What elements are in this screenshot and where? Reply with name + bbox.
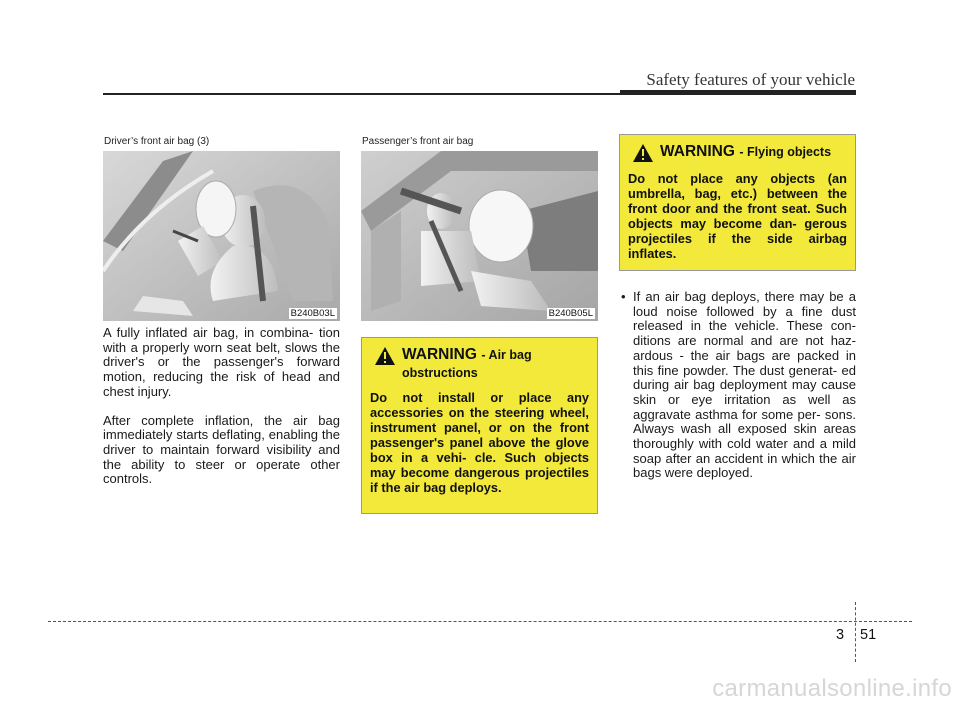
bullet-list xyxy=(619,290,856,481)
driver-airbag-illustration xyxy=(103,151,340,321)
warning-header xyxy=(628,143,847,163)
warning-box-obstructions xyxy=(361,337,598,514)
warning-triangle-icon xyxy=(374,346,396,366)
warning-label: WARNING xyxy=(402,346,477,363)
footer-divider xyxy=(855,602,856,662)
warning-body: Do not place any objects (an umbrella, bag, etc.) between the front door and the front seat. Such objects may become dan- gerous projectiles if the side airbag inflates. xyxy=(628,171,847,261)
header-rule-accent xyxy=(620,90,856,95)
figure-caption-driver: Driver’s front air bag (3) xyxy=(104,136,210,147)
warning-header xyxy=(370,346,589,382)
footer-rule xyxy=(48,621,912,622)
watermark: carmanualsonline.info xyxy=(712,675,952,702)
warning-subtitle: - Flying objects xyxy=(739,145,832,159)
figure-code-passenger: B240B05L xyxy=(548,308,593,319)
warning-box-flying-objects xyxy=(619,134,856,271)
passenger-airbag-illustration xyxy=(361,151,598,321)
left-column-text xyxy=(103,326,340,501)
warning-subtitle: - Air bag obstructions xyxy=(402,348,532,380)
figure-code-driver: B240B03L xyxy=(290,308,335,319)
figure-passenger-airbag xyxy=(361,151,598,321)
figure-caption-passenger: Passenger’s front air bag xyxy=(362,136,474,147)
warning-label: WARNING xyxy=(660,143,735,160)
chapter-number: 3 xyxy=(836,627,845,643)
list-item: • If an air bag deploys, there may be a loud noise followed by a fine dust released in the vehicle. These con- ditions are normal and are not haz- ardous - the air bags are packed in this fine powder. The dust generat- ed during air bag deployment may cause skin or eye irritation as well as aggravate asthma for some per- sons. Always wash all exposed skin areas thoroughly with cold water and a mild soap after an accident in which the air bags were deployed. xyxy=(619,290,856,481)
page-number: 51 xyxy=(860,627,877,643)
header-title: Safety features of your vehicle xyxy=(646,70,855,89)
warning-body: Do not install or place any accessories on the steering wheel, instrument panel, or on the front passenger's panel above the glove box in a vehi- cle. Such objects may become dangerous projectiles if the air bag deploys. xyxy=(370,390,589,495)
figure-driver-airbag xyxy=(103,151,340,321)
warning-triangle-icon xyxy=(632,143,654,163)
paragraph-deflation: After complete inflation, the air bag immediately starts deflating, enabling the driver to maintain forward visibility and the ability to steer or operate other controls. xyxy=(103,412,340,487)
paragraph-inflated-airbag: A fully inflated air bag, in combina- tion with a properly worn seat belt, slows the driver's or the passenger's forward motion, reducing the risk of head and chest injury. xyxy=(103,325,340,399)
